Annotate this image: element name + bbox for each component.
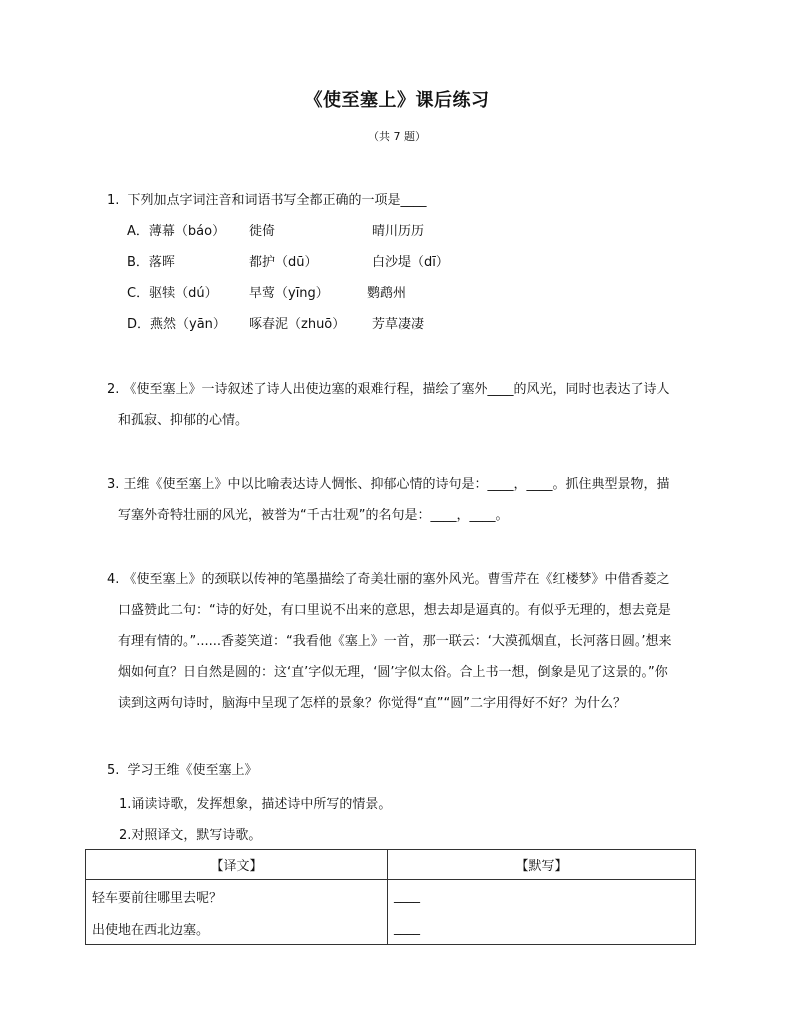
table-cell-translation: 出使地在西北边塞。 [86,912,388,945]
option-a [127,222,527,242]
question-stem: 下列加点字词注音和词语书写全都正确的一项是____ [127,193,427,208]
sub-question-1: 1.诵读诗歌，发挥想象，描述诗中所写的情景。 [119,797,392,812]
table-header-translation: 【译文】 [86,850,388,880]
question-line: 烟如何直？日自然是圆的：这‘直’字似无理，‘圆’字似太俗。合上书一想，倒象是见了这景的。”你 [118,665,668,680]
question-line: 和孤寂、抑郁的心情。 [118,413,249,428]
option-label: B．落晖 [127,255,175,270]
question-line: 《使至塞上》一诗叙述了诗人出使边塞的艰难行程，描绘了塞外____的风光，同时也表达了诗人 [123,382,670,397]
option-b [127,253,527,273]
question-number: 3. [107,477,120,492]
table-cell-translation: 轻车要前往哪里去呢？ [86,880,388,913]
question-number: 4. [107,572,120,587]
option-word-2: 徙倚 [249,224,276,239]
question-stem: 学习王维《使至塞上》 [127,763,258,778]
option-word-3: 晴川历历 [372,224,425,239]
option-c [127,284,527,304]
option-word-3: 鹦鹉州 [367,286,407,301]
option-label: C．驱犊（dú） [127,286,218,301]
option-d [127,315,527,335]
option-word-2: 啄春泥（zhuō） [249,317,346,332]
question-line: 写塞外奇特壮丽的风光，被誉为“千古壮观”的名句是：____，____。 [118,508,509,523]
question-count: （共 7 题） [368,130,426,143]
question-line: 王维《使至塞上》中以比喻表达诗人惆怅、抑郁心情的诗句是：____，____。抓住典型景物，描 [123,477,670,492]
question-line: 《使至塞上》的颈联以传神的笔墨描绘了奇美壮丽的塞外风光。曹雪芹在《红楼梦》中借香菱之 [123,572,670,587]
option-word-2: 早莺（yīng） [249,286,329,301]
translation-table [85,849,696,945]
option-label: A．薄幕（báo） [127,224,226,239]
question-1 [107,185,427,216]
question-number: 2. [107,382,120,397]
option-word-3: 白沙堤（dī） [372,255,449,270]
table-header-dictation: 【默写】 [388,850,696,880]
question-4 [107,564,707,719]
question-number: 1. [107,193,120,208]
question-line: 读到这两句诗时，脑海中呈现了怎样的景象？你觉得“直”“圆”二字用得好不好？为什么？ [118,696,626,711]
question-2 [107,374,707,436]
table-cell-dictation: ____ [388,912,696,945]
option-word-3: 芳草凄凄 [372,317,425,332]
question-3 [107,469,707,531]
question-line: 口盛赞此二句：“诗的好处，有口里说不出来的意思，想去却是逼真的。有似乎无理的，想去竟是 [118,603,671,618]
question-number: 5. [107,763,120,778]
page-title: 《使至塞上》课后练习 [304,90,490,111]
table-cell-dictation: ____ [388,880,696,913]
question-line: 有理有情的。”......香菱笑道：“我看他《塞上》一首，那一联云：‘大漠孤烟直，长河落日圆。’想来 [118,634,672,649]
option-word-2: 都护（dū） [249,255,318,270]
question-5 [107,755,258,786]
sub-question-2: 2.对照译文，默写诗歌。 [119,828,262,843]
option-label: D．燕然（yān） [127,317,226,332]
